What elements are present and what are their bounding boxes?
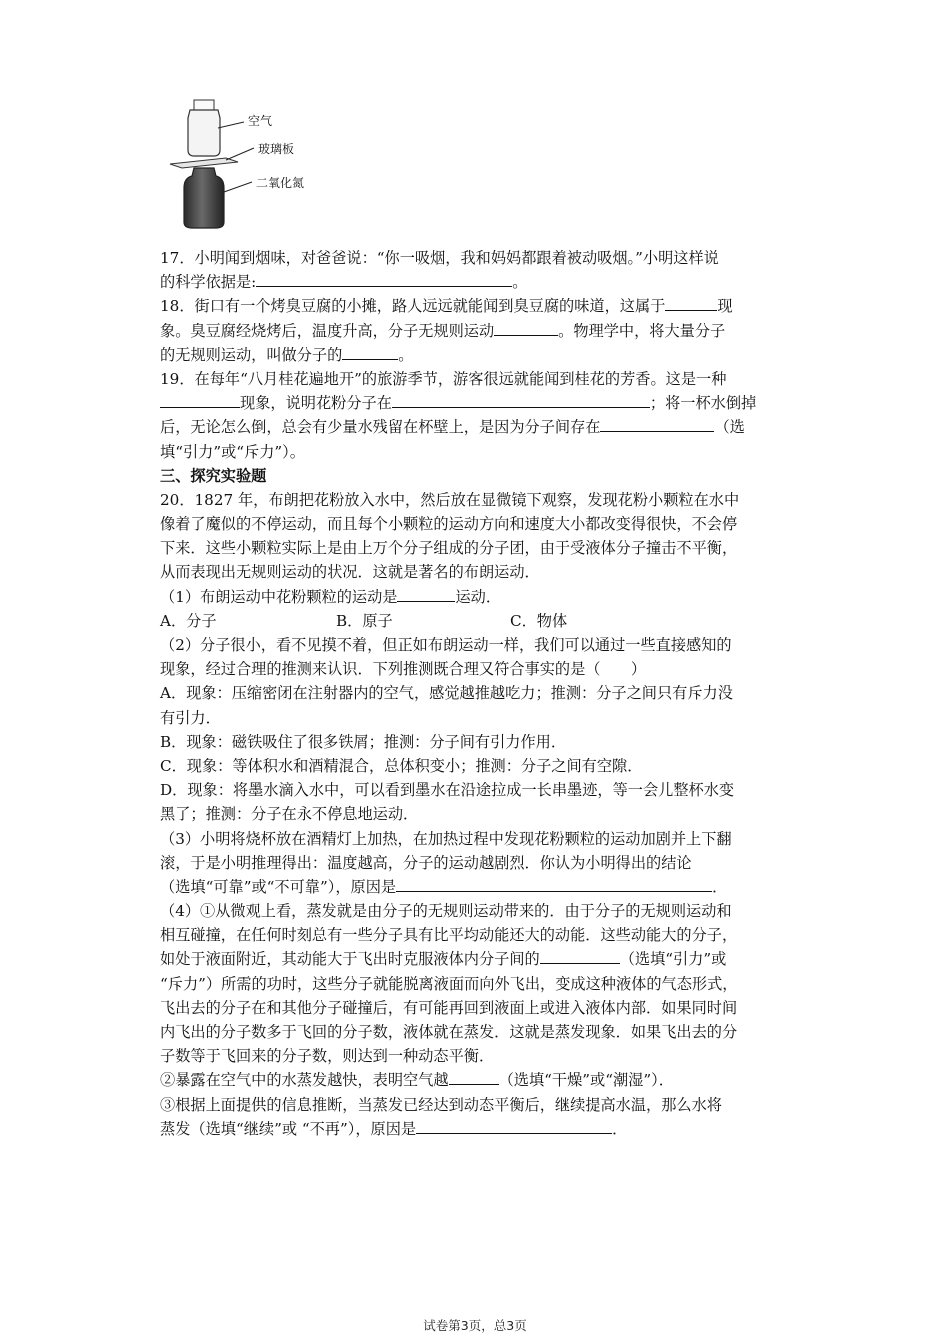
q20-line: 下来．这些小颗粒实际上是由上万个分子组成的分子团，由于受液体分子撞击不平衡， — [160, 539, 738, 558]
q18-line: 18．街口有一个烤臭豆腐的小摊，路人远远就能闻到臭豆腐的味道，这属于 现 — [160, 297, 733, 316]
label-air: 空气 — [248, 114, 273, 128]
q20-option-line: 黑了；推测：分子在永不停息地运动． — [160, 805, 419, 824]
q17-line: 的科学依据是: 。 — [160, 273, 528, 292]
question-content — [160, 246, 792, 1141]
q18-line: 象。臭豆腐经烧烤后，温度升高，分子无规则运动 。物理学中，将大量分子 — [160, 321, 726, 340]
q19-line: 后，无论怎么倒，总会有少量水残留在杯壁上，是因为分子间存在 （选 — [160, 418, 745, 437]
q20-option-line[interactable]: B．现象：磁铁吸住了很多铁屑；推测：分子间有引力作用． — [160, 732, 567, 751]
q20-part1-options — [160, 609, 792, 633]
option-c[interactable]: C．物体 — [510, 611, 568, 630]
q20-line: （4）①从微观上看，蒸发就是由分子的无规则运动带来的．由于分子的无规则运动和 — [160, 902, 732, 921]
q20-line: 相互碰撞，在任何时刻总有一些分子具有比平均动能还大的动能．这些动能大的分子， — [160, 926, 738, 945]
q19-line: 现象，说明花粉分子在 ；将一杯水倒掉 — [160, 391, 792, 415]
q17-line: 17．小明闻到烟味，对爸爸说：“你一吸烟，我和妈妈都跟着被动吸烟。”小明这样说 — [160, 249, 719, 267]
q20-option-line[interactable]: D．现象：将墨水滴入水中，可以看到墨水在沿途拉成一长串墨迹，等一会儿整杯水变 — [160, 781, 735, 800]
answer-blank[interactable] — [256, 271, 512, 287]
answer-blank[interactable] — [540, 948, 620, 964]
q20-line: 滚，于是小明推理得出：温度越高，分子的运动越剧烈．你认为小明得出的结论 — [160, 853, 692, 872]
option-a[interactable]: A．分子 — [160, 611, 217, 630]
q20-option-line[interactable]: A．现象：压缩密闭在注射器内的空气，感觉越推越吃力；推测：分子之间只有斥力没 — [160, 684, 733, 703]
page-footer: 试卷第3页，总3页 — [423, 1318, 527, 1333]
answer-blank[interactable] — [392, 392, 650, 408]
answer-blank[interactable] — [449, 1069, 499, 1085]
answer-blank[interactable] — [160, 392, 240, 408]
answer-blank[interactable] — [396, 876, 712, 892]
q20-line: 子数等于飞回来的分子数，则达到一种动态平衡． — [160, 1047, 495, 1066]
option-b[interactable]: B．原子 — [336, 611, 393, 630]
answer-blank[interactable] — [397, 586, 455, 602]
answer-blank[interactable] — [665, 295, 717, 311]
q19-line: 19．在每年“八月桂花遍地开”的旅游季节，游客很远就能闻到桂花的芳香。这是一种 — [160, 369, 727, 388]
q20-line: 内飞出的分子数多于飞回的分子数，液体就在蒸发．这就是蒸发现象．如果飞出去的分 — [160, 1023, 738, 1041]
q20-line: ②暴露在空气中的水蒸发越快，表明空气越 （选填“干燥”或“潮湿”）． — [160, 1071, 674, 1090]
q20-line: （2）分子很小，看不见摸不着，但正如布朗运动一样，我们可以通过一些直接感知的 — [160, 636, 732, 654]
q20-line: 如处于液面附近，其动能大于飞出时克服液体内分子间的 （选填“引力”或 — [160, 950, 727, 969]
q19-line: 填“引力”或“斥力”）。 — [160, 442, 305, 461]
label-nitrogen-dioxide: 二氧化氮 — [256, 176, 305, 190]
q20-line: 现象，经过合理的推测来认识．下列推测既合理又符合事实的是（ ） — [160, 660, 646, 679]
q20-line: 从而表现出无规则运动的状况．这就是著名的布朗运动． — [160, 563, 540, 582]
answer-blank[interactable] — [342, 344, 398, 360]
q20-line: （选填“可靠”或“不可靠”），原因是 ． — [160, 877, 728, 896]
q20-line: 飞出去的分子在和其他分子碰撞后，有可能再回到液面上或进入液体内部．如果同时间 — [160, 998, 738, 1017]
q20-line: 像着了魔似的不停运动，而且每个小颗粒的运动方向和速度大小都改变得很快，不会停 — [160, 515, 738, 534]
q20-line: 20．1827 年，布朗把花粉放入水中，然后放在显微镜下观察，发现花粉小颗粒在水中 — [160, 490, 740, 509]
section-title: 三、探究实验题 — [160, 466, 267, 485]
answer-blank[interactable] — [494, 320, 558, 336]
q20-option-line: 有引力． — [160, 708, 221, 727]
q20-line: “斥力”）所需的功时，这些分子就能脱离液面而向外飞出，变成这种液体的气态形式， — [160, 974, 738, 993]
q20-part1: （1）布朗运动中花粉颗粒的运动是 运动． — [160, 587, 502, 606]
q20-option-line[interactable]: C．现象：等体积水和酒精混合，总体积变小；推测：分子之间有空隙． — [160, 756, 643, 775]
answer-blank[interactable] — [600, 416, 714, 432]
q20-line: 蒸发（选填“继续”或 “不再”），原因是 ． — [160, 1119, 628, 1138]
q20-line: ③根据上面提供的信息推断，当蒸发已经达到动态平衡后，继续提高水温，那么水将 — [160, 1095, 722, 1114]
diffusion-experiment-figure — [160, 98, 340, 230]
q20-line: （3）小明将烧杯放在酒精灯上加热，在加热过程中发现花粉颗粒的运动加剧并上下翻 — [160, 829, 732, 848]
answer-blank[interactable] — [416, 1118, 612, 1134]
label-glass-plate: 玻璃板 — [258, 142, 295, 156]
q18-line: 的无规则运动，叫做分子的 。 — [160, 345, 414, 364]
